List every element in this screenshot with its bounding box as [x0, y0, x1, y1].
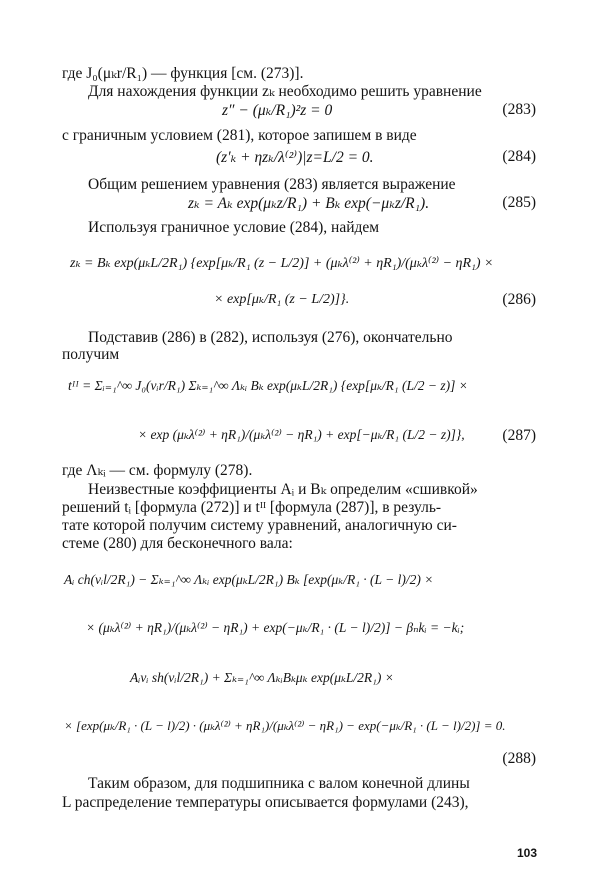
equation-number: (284): [502, 148, 536, 165]
page-number: 103: [516, 846, 537, 860]
equation-285-text: zₖ = Aₖ exp(μₖz/R₁) + Bₖ exp(−μₖz/R₁).: [188, 195, 430, 212]
equation-286-line-1: [70, 255, 494, 272]
text-line: [88, 774, 470, 793]
text-line: [62, 64, 303, 83]
equation-283-text: z″ − (μₖ/R₁)²z = 0: [222, 102, 333, 119]
equation-number: (288): [502, 750, 536, 767]
text-line: [62, 498, 441, 517]
equation-288c-text: Aᵢνᵢ sh(νᵢl/2R₁) + Σₖ₌₁^∞ ΛₖᵢBₖμₖ exp(μₖL/2R₁) ×: [130, 670, 394, 685]
equation-287-line-1: [68, 378, 468, 394]
equation-286-line-2: [214, 291, 349, 308]
equation-286b-text: × exp[μₖ/R₁ (z − L/2)]}.: [214, 292, 350, 307]
text-line: [88, 480, 478, 499]
text-line: [88, 218, 379, 237]
equation-283: [222, 101, 332, 120]
text-line-12: стеме (280) для бесконечного вала:: [62, 535, 293, 552]
text-line-4: Общим решением уравнения (283) является выражение: [88, 176, 456, 193]
equation-284: [216, 148, 374, 167]
text-line: [88, 328, 453, 347]
text-line: [88, 175, 456, 194]
equation-number: (285): [502, 194, 536, 211]
equation-288a-text: Aᵢ ch(νᵢl/2R₁) − Σₖ₌₁^∞ Λₖᵢ exp(μₖL/2R₁) Bₖ [exp(μₖ/R₁ · (L − l)/2) ×: [64, 572, 434, 587]
equation-288d-text: × [exp(μₖ/R₁ · (L − l)/2) · (μₖλ⁽²⁾ + ηR₁)/(μₖλ⁽²⁾ − ηR₁) − exp(−μₖ/R₁ · (L − l)/2)] = 0.: [64, 718, 506, 733]
text-line: [62, 345, 119, 364]
text-line-13: Таким образом, для подшипника с валом конечной длины: [88, 775, 470, 792]
text-line-9: Неизвестные коэффициенты Aᵢ и Bₖ определим «сшивкой»: [88, 481, 478, 498]
text-line-7: получим: [62, 346, 120, 363]
text-line: [62, 534, 293, 553]
text-line-2: Для нахождения функции zₖ необходимо решить уравнение: [88, 83, 482, 100]
equation-285: [188, 194, 429, 213]
equation-288b-text: × (μₖλ⁽²⁾ + ηR₁)/(μₖλ⁽²⁾ − ηR₁) + exp(−μₖ/R₁ · (L − l)/2)] − βₙkᵢ = −kᵢ;: [86, 620, 465, 635]
equation-number: (287): [502, 427, 536, 444]
equation-number: (286): [502, 291, 536, 308]
text-line-14: L распределение температуры описывается формулами (243),: [62, 794, 469, 811]
equation-288-line-3: [130, 670, 394, 686]
text-line: [62, 126, 417, 145]
equation-287-line-2: [138, 427, 465, 443]
equation-284-text: (z′ₖ + ηzₖ/λ⁽²⁾)|z=L/2 = 0.: [216, 149, 374, 166]
equation-288-line-2: [86, 620, 464, 636]
text-line-8: где Λₖᵢ — см. формулу (278).: [62, 462, 253, 479]
text-line: [88, 82, 482, 101]
text-line-3: с граничным условием (281), которое запишем в виде: [62, 127, 417, 144]
text-line: [62, 793, 469, 812]
text-line-11: тате которой получим систему уравнений, аналогичную си-: [62, 517, 457, 534]
text-line: [62, 461, 252, 480]
equation-287a-text: tᴵᴵ = Σᵢ₌₁^∞ J₀(νᵢr/R₁) Σₖ₌₁^∞ Λₖᵢ Bₖ exp(μₖL/2R₁) {exp[μₖ/R₁ (L/2 − z)] ×: [68, 378, 468, 393]
text-line-10: решений tᵢ [формула (272)] и tᴵᴵ [формула (287)], в резуль-: [62, 499, 442, 516]
text-line-1: где J₀(μₖr/R₁) — функция [см. (273)].: [62, 65, 304, 82]
equation-286a-text: zₖ = Bₖ exp(μₖL/2R₁) {exp[μₖ/R₁ (z − L/2)] + (μₖλ⁽²⁾ + ηR₁)/(μₖλ⁽²⁾ − ηR₁) ×: [70, 256, 494, 271]
text-line-6: Подставив (286) в (282), используя (276), окончательно: [88, 329, 453, 346]
equation-288-line-4: [64, 718, 506, 734]
equation-288-line-1: [64, 572, 433, 588]
text-line: [62, 516, 457, 535]
equation-287b-text: × exp (μₖλ⁽²⁾ + ηR₁)/(μₖλ⁽²⁾ − ηR₁) + exp[−μₖ/R₁ (L/2 − z)]},: [138, 427, 465, 442]
equation-number: (283): [502, 101, 536, 118]
text-line-5: Используя граничное условие (284), найдем: [88, 219, 380, 236]
